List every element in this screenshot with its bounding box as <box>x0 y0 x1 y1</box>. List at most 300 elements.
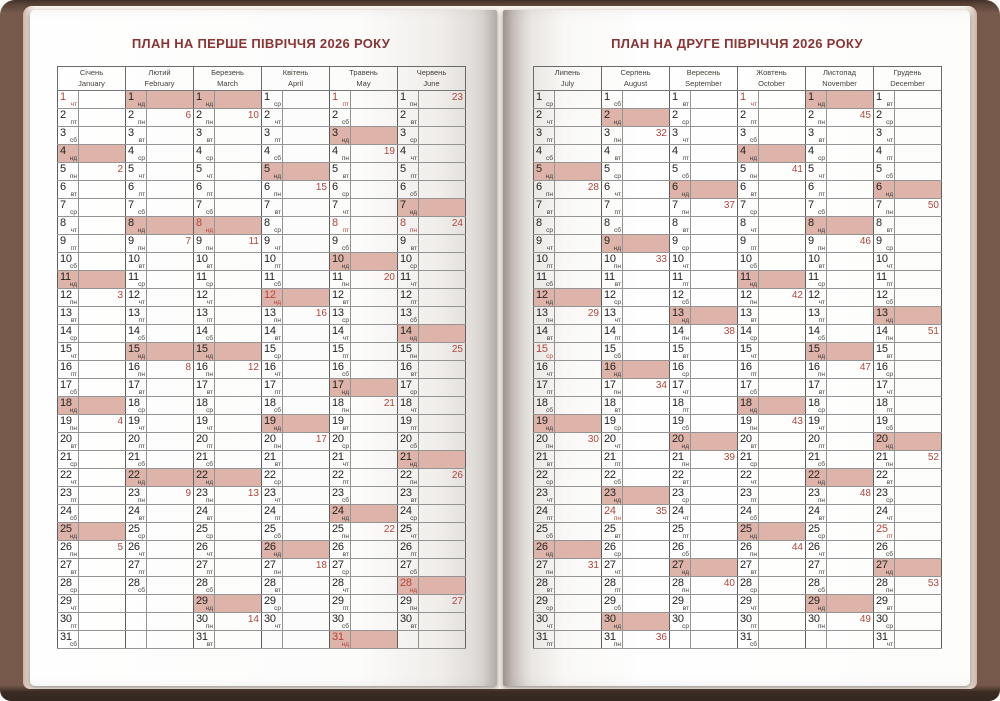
day-cell <box>126 289 147 307</box>
weekday-abbr: пн <box>749 173 757 180</box>
note-cell <box>351 271 398 289</box>
day-number: 8 <box>332 217 338 229</box>
note-cell <box>759 559 806 577</box>
day-cell <box>262 163 283 181</box>
day-cell <box>534 271 555 289</box>
month-name-uk: Лютий <box>148 67 171 77</box>
day-number: 26 <box>60 541 72 553</box>
month-name-uk: Січень <box>79 67 104 77</box>
note-cell <box>147 253 194 271</box>
day-cell <box>330 451 351 469</box>
day-number: 11 <box>128 271 139 283</box>
day-cell <box>874 199 895 217</box>
day-cell <box>398 523 419 541</box>
month-header <box>330 67 398 91</box>
note-cell <box>691 289 738 307</box>
note-cell <box>283 415 330 433</box>
note-cell <box>623 469 670 487</box>
day-cell <box>670 289 691 307</box>
weekday-abbr: вт <box>206 389 213 396</box>
weekday-abbr: сб <box>886 299 893 306</box>
weekday-abbr: вт <box>410 371 417 378</box>
day-number: 6 <box>400 181 406 193</box>
note-cell <box>895 631 942 649</box>
day-number: 11 <box>332 271 343 283</box>
day-cell <box>874 109 895 127</box>
weekday-abbr: чт <box>886 515 893 522</box>
day-number: 5 <box>60 163 66 175</box>
day-number: 31 <box>60 631 72 643</box>
weekday-abbr: чт <box>614 317 621 324</box>
note-cell <box>79 415 126 433</box>
day-cell <box>398 109 419 127</box>
day-cell <box>398 451 419 469</box>
day-number: 15 <box>400 343 412 355</box>
weekday-abbr: пн <box>205 245 213 252</box>
day-number: 6 <box>128 181 134 193</box>
day-cell <box>738 307 759 325</box>
day-number: 17 <box>672 379 684 391</box>
note-cell <box>691 541 738 559</box>
day-number: 9 <box>400 235 406 247</box>
weekday-abbr: чт <box>614 443 621 450</box>
weekday-abbr: нд <box>885 191 893 198</box>
weekday-abbr: вт <box>342 299 349 306</box>
weekday-abbr: ср <box>886 623 893 630</box>
weekday-abbr: пт <box>342 101 349 108</box>
note-cell <box>419 379 466 397</box>
day-number: 16 <box>876 361 888 373</box>
weekday-abbr: сб <box>274 281 281 288</box>
note-cell <box>759 307 806 325</box>
day-cell <box>534 253 555 271</box>
weekday-abbr: ср <box>274 353 281 360</box>
weekday-abbr: пн <box>749 551 757 558</box>
weekday-abbr: пт <box>614 209 621 216</box>
note-cell <box>691 325 738 343</box>
weekday-abbr: чт <box>342 587 349 594</box>
weekday-abbr: нд <box>681 569 689 576</box>
day-cell <box>602 235 623 253</box>
note-cell <box>827 271 874 289</box>
weekday-abbr: сб <box>274 155 281 162</box>
day-number: 22 <box>740 469 752 481</box>
day-cell <box>874 181 895 199</box>
day-cell <box>602 217 623 235</box>
note-cell <box>215 343 262 361</box>
day-number: 26 <box>808 541 820 553</box>
note-cell <box>623 289 670 307</box>
day-cell <box>194 289 215 307</box>
day-cell <box>330 217 351 235</box>
day-cell <box>126 217 147 235</box>
weekday-abbr: нд <box>273 425 281 432</box>
day-number: 21 <box>196 451 208 463</box>
weekday-abbr: сб <box>70 389 77 396</box>
weekday-abbr: нд <box>341 515 349 522</box>
day-cell <box>262 541 283 559</box>
weekday-abbr: чт <box>886 641 893 648</box>
day-number: 10 <box>332 253 344 265</box>
weekday-abbr: чт <box>70 479 77 486</box>
day-cell <box>126 451 147 469</box>
note-cell <box>215 325 262 343</box>
day-number: 1 <box>400 91 406 103</box>
day-number: 29 <box>740 595 752 607</box>
weekday-abbr: пн <box>817 245 825 252</box>
week-number: 47 <box>859 362 871 373</box>
weekday-abbr: пн <box>205 119 213 126</box>
day-number: 14 <box>672 325 684 337</box>
day-cell <box>126 199 147 217</box>
weekday-abbr: вт <box>274 587 281 594</box>
day-number: 7 <box>808 199 814 211</box>
weekday-abbr: пт <box>682 533 689 540</box>
day-number: 17 <box>536 379 548 391</box>
day-cell <box>874 379 895 397</box>
day-number: 21 <box>264 451 276 463</box>
day-cell <box>330 163 351 181</box>
note-cell <box>759 415 806 433</box>
weekday-abbr: чт <box>342 209 349 216</box>
note-cell <box>215 163 262 181</box>
day-number: 21 <box>536 451 548 463</box>
day-cell <box>330 325 351 343</box>
note-cell <box>351 163 398 181</box>
day-number: 22 <box>400 469 412 481</box>
note-cell <box>759 361 806 379</box>
note-cell <box>555 343 602 361</box>
day-number: 11 <box>876 271 887 283</box>
weekday-abbr: сб <box>818 335 825 342</box>
note-cell <box>555 307 602 325</box>
note-cell <box>351 199 398 217</box>
weekday-abbr: пн <box>341 281 349 288</box>
day-cell <box>806 577 827 595</box>
day-number: 9 <box>808 235 814 247</box>
weekday-abbr: пн <box>273 443 281 450</box>
month-name-en: June <box>423 78 440 88</box>
weekday-abbr: пт <box>410 425 417 432</box>
day-number: 2 <box>808 109 814 121</box>
day-cell <box>330 559 351 577</box>
note-cell <box>79 487 126 505</box>
note-cell <box>623 433 670 451</box>
note-cell <box>759 91 806 109</box>
weekday-abbr: ср <box>614 299 621 306</box>
day-cell <box>602 91 623 109</box>
day-number: 4 <box>740 145 746 157</box>
page-left <box>30 10 497 686</box>
day-number: 25 <box>876 523 888 535</box>
day-number: 10 <box>128 253 140 265</box>
weekday-abbr: нд <box>69 407 77 414</box>
note-cell <box>691 253 738 271</box>
day-cell <box>58 181 79 199</box>
day-number: 9 <box>536 235 542 247</box>
weekday-abbr: пн <box>885 209 893 216</box>
day-number: 17 <box>808 379 820 391</box>
weekday-abbr: ср <box>750 461 757 468</box>
day-number: 9 <box>264 235 270 247</box>
day-number: 2 <box>128 109 134 121</box>
day-number: 17 <box>604 379 616 391</box>
weekday-abbr: сб <box>138 587 145 594</box>
day-number: 13 <box>332 307 344 319</box>
weekday-abbr: вт <box>274 209 281 216</box>
day-number: 28 <box>604 577 616 589</box>
day-cell <box>330 379 351 397</box>
month-name-en: February <box>144 78 175 88</box>
day-cell <box>330 91 351 109</box>
day-cell <box>398 127 419 145</box>
day-number: 16 <box>60 361 72 373</box>
day-number: 5 <box>264 163 270 175</box>
weekday-abbr: пт <box>614 335 621 342</box>
note-cell <box>351 595 398 613</box>
weekday-abbr: чт <box>546 371 553 378</box>
day-cell <box>602 289 623 307</box>
weekday-abbr: ср <box>274 101 281 108</box>
note-cell <box>79 577 126 595</box>
day-number: 13 <box>128 307 140 319</box>
day-number: 4 <box>264 145 270 157</box>
weekday-abbr: нд <box>817 227 825 234</box>
day-number: 21 <box>128 451 140 463</box>
day-number: 28 <box>60 577 72 589</box>
note-cell <box>147 343 194 361</box>
weekday-abbr: сб <box>818 209 825 216</box>
weekday-abbr: ср <box>410 137 417 144</box>
day-cell <box>194 523 215 541</box>
weekday-abbr: чт <box>750 479 757 486</box>
day-cell <box>602 487 623 505</box>
note-cell <box>623 361 670 379</box>
note-cell <box>555 523 602 541</box>
weekday-abbr: вт <box>818 389 825 396</box>
note-cell <box>895 541 942 559</box>
weekday-abbr: сб <box>410 191 417 198</box>
day-cell <box>58 415 79 433</box>
weekday-abbr: пн <box>681 335 689 342</box>
day-cell <box>738 145 759 163</box>
day-number: 27 <box>876 559 888 571</box>
note-cell <box>283 271 330 289</box>
weekday-abbr: пн <box>885 587 893 594</box>
day-number: 18 <box>60 397 72 409</box>
weekday-abbr: вт <box>342 173 349 180</box>
day-number: 11 <box>196 271 207 283</box>
weekday-abbr: чт <box>818 425 825 432</box>
day-cell <box>806 307 827 325</box>
day-cell <box>738 325 759 343</box>
day-number: 12 <box>128 289 140 301</box>
day-number: 31 <box>536 631 548 643</box>
weekday-abbr: пн <box>137 119 145 126</box>
month-header <box>58 67 126 91</box>
note-cell <box>759 595 806 613</box>
day-number: 18 <box>196 397 208 409</box>
day-number: 18 <box>264 397 276 409</box>
day-cell <box>534 397 555 415</box>
day-number: 17 <box>60 379 72 391</box>
day-cell <box>806 145 827 163</box>
day-cell <box>398 433 419 451</box>
note-cell <box>147 325 194 343</box>
day-cell <box>670 487 691 505</box>
note-cell <box>895 307 942 325</box>
day-cell <box>194 163 215 181</box>
note-cell <box>691 577 738 595</box>
weekday-abbr: пт <box>818 191 825 198</box>
day-cell <box>330 415 351 433</box>
note-cell <box>79 379 126 397</box>
day-number: 31 <box>740 631 752 643</box>
day-cell <box>58 127 79 145</box>
day-number: 16 <box>196 361 208 373</box>
day-number: 26 <box>536 541 548 553</box>
day-number: 28 <box>196 577 208 589</box>
day-number: 14 <box>264 325 276 337</box>
weekday-abbr: пт <box>818 569 825 576</box>
note-cell <box>691 181 738 199</box>
note-cell <box>419 145 466 163</box>
day-number: 20 <box>604 433 616 445</box>
week-number: 50 <box>927 200 939 211</box>
week-number: 17 <box>315 434 327 445</box>
note-cell <box>215 145 262 163</box>
day-number: 3 <box>128 127 134 139</box>
day-cell <box>874 307 895 325</box>
weekday-abbr: сб <box>886 551 893 558</box>
weekday-abbr: пт <box>138 191 145 198</box>
note-cell <box>283 631 330 649</box>
note-cell <box>623 523 670 541</box>
day-cell <box>330 199 351 217</box>
day-number: 6 <box>604 181 610 193</box>
day-cell <box>330 307 351 325</box>
note-cell <box>555 433 602 451</box>
note-cell <box>827 397 874 415</box>
weekday-abbr: пн <box>817 497 825 504</box>
day-number: 17 <box>264 379 276 391</box>
day-number: 4 <box>196 145 202 157</box>
week-number: 12 <box>247 362 259 373</box>
weekday-abbr: вт <box>750 191 757 198</box>
weekday-abbr: чт <box>750 101 757 108</box>
note-cell <box>555 595 602 613</box>
note-cell <box>419 469 466 487</box>
day-cell <box>602 163 623 181</box>
day-cell <box>874 613 895 631</box>
day-number: 30 <box>400 613 412 625</box>
weekday-abbr: чт <box>206 173 213 180</box>
weekday-abbr: пн <box>613 389 621 396</box>
weekday-abbr: пт <box>546 515 553 522</box>
day-cell <box>194 145 215 163</box>
weekday-abbr: нд <box>817 101 825 108</box>
day-cell <box>194 451 215 469</box>
note-cell <box>691 613 738 631</box>
weekday-abbr: пт <box>750 497 757 504</box>
note-cell <box>827 487 874 505</box>
day-number: 16 <box>128 361 140 373</box>
day-number: 28 <box>876 577 888 589</box>
month-header <box>738 67 806 91</box>
day-number: 30 <box>264 613 276 625</box>
day-cell <box>126 559 147 577</box>
day-number: 16 <box>604 361 616 373</box>
week-number: 3 <box>117 290 123 301</box>
day-cell <box>806 163 827 181</box>
note-cell <box>351 253 398 271</box>
day-cell <box>602 415 623 433</box>
day-number: 28 <box>740 577 752 589</box>
weekday-abbr: пн <box>409 353 417 360</box>
note-cell <box>147 235 194 253</box>
day-cell <box>194 505 215 523</box>
day-number: 16 <box>332 361 344 373</box>
weekday-abbr: пн <box>205 623 213 630</box>
note-cell <box>283 613 330 631</box>
day-cell <box>670 253 691 271</box>
day-number: 2 <box>876 109 882 121</box>
note-cell <box>759 109 806 127</box>
day-number: 18 <box>400 397 412 409</box>
weekday-abbr: вт <box>206 515 213 522</box>
day-number: 18 <box>604 397 616 409</box>
day-number: 21 <box>604 451 616 463</box>
week-number: 30 <box>587 434 599 445</box>
day-cell <box>330 613 351 631</box>
note-cell <box>215 235 262 253</box>
note-cell <box>215 415 262 433</box>
weekday-abbr: чт <box>138 299 145 306</box>
note-cell <box>147 613 194 631</box>
day-cell <box>398 631 419 649</box>
weekday-abbr: нд <box>545 173 553 180</box>
day-cell <box>874 505 895 523</box>
day-number: 21 <box>332 451 344 463</box>
day-cell <box>126 595 147 613</box>
weekday-abbr: пт <box>342 227 349 234</box>
note-cell <box>351 181 398 199</box>
day-cell <box>534 469 555 487</box>
day-cell <box>262 235 283 253</box>
day-number: 30 <box>536 613 548 625</box>
note-cell <box>827 325 874 343</box>
day-cell <box>194 469 215 487</box>
weekday-abbr: пн <box>137 497 145 504</box>
note-cell <box>215 91 262 109</box>
day-number: 14 <box>536 325 548 337</box>
day-cell <box>670 343 691 361</box>
day-cell <box>58 271 79 289</box>
weekday-abbr: чт <box>546 623 553 630</box>
day-number: 14 <box>332 325 344 337</box>
weekday-abbr: вт <box>546 587 553 594</box>
note-cell <box>351 451 398 469</box>
note-cell <box>895 235 942 253</box>
note-cell <box>623 325 670 343</box>
day-number: 13 <box>876 307 888 319</box>
weekday-abbr: ср <box>70 209 77 216</box>
note-cell <box>827 109 874 127</box>
month-name-en: May <box>356 78 371 88</box>
day-cell <box>738 253 759 271</box>
note-cell <box>351 577 398 595</box>
weekday-abbr: ср <box>206 281 213 288</box>
